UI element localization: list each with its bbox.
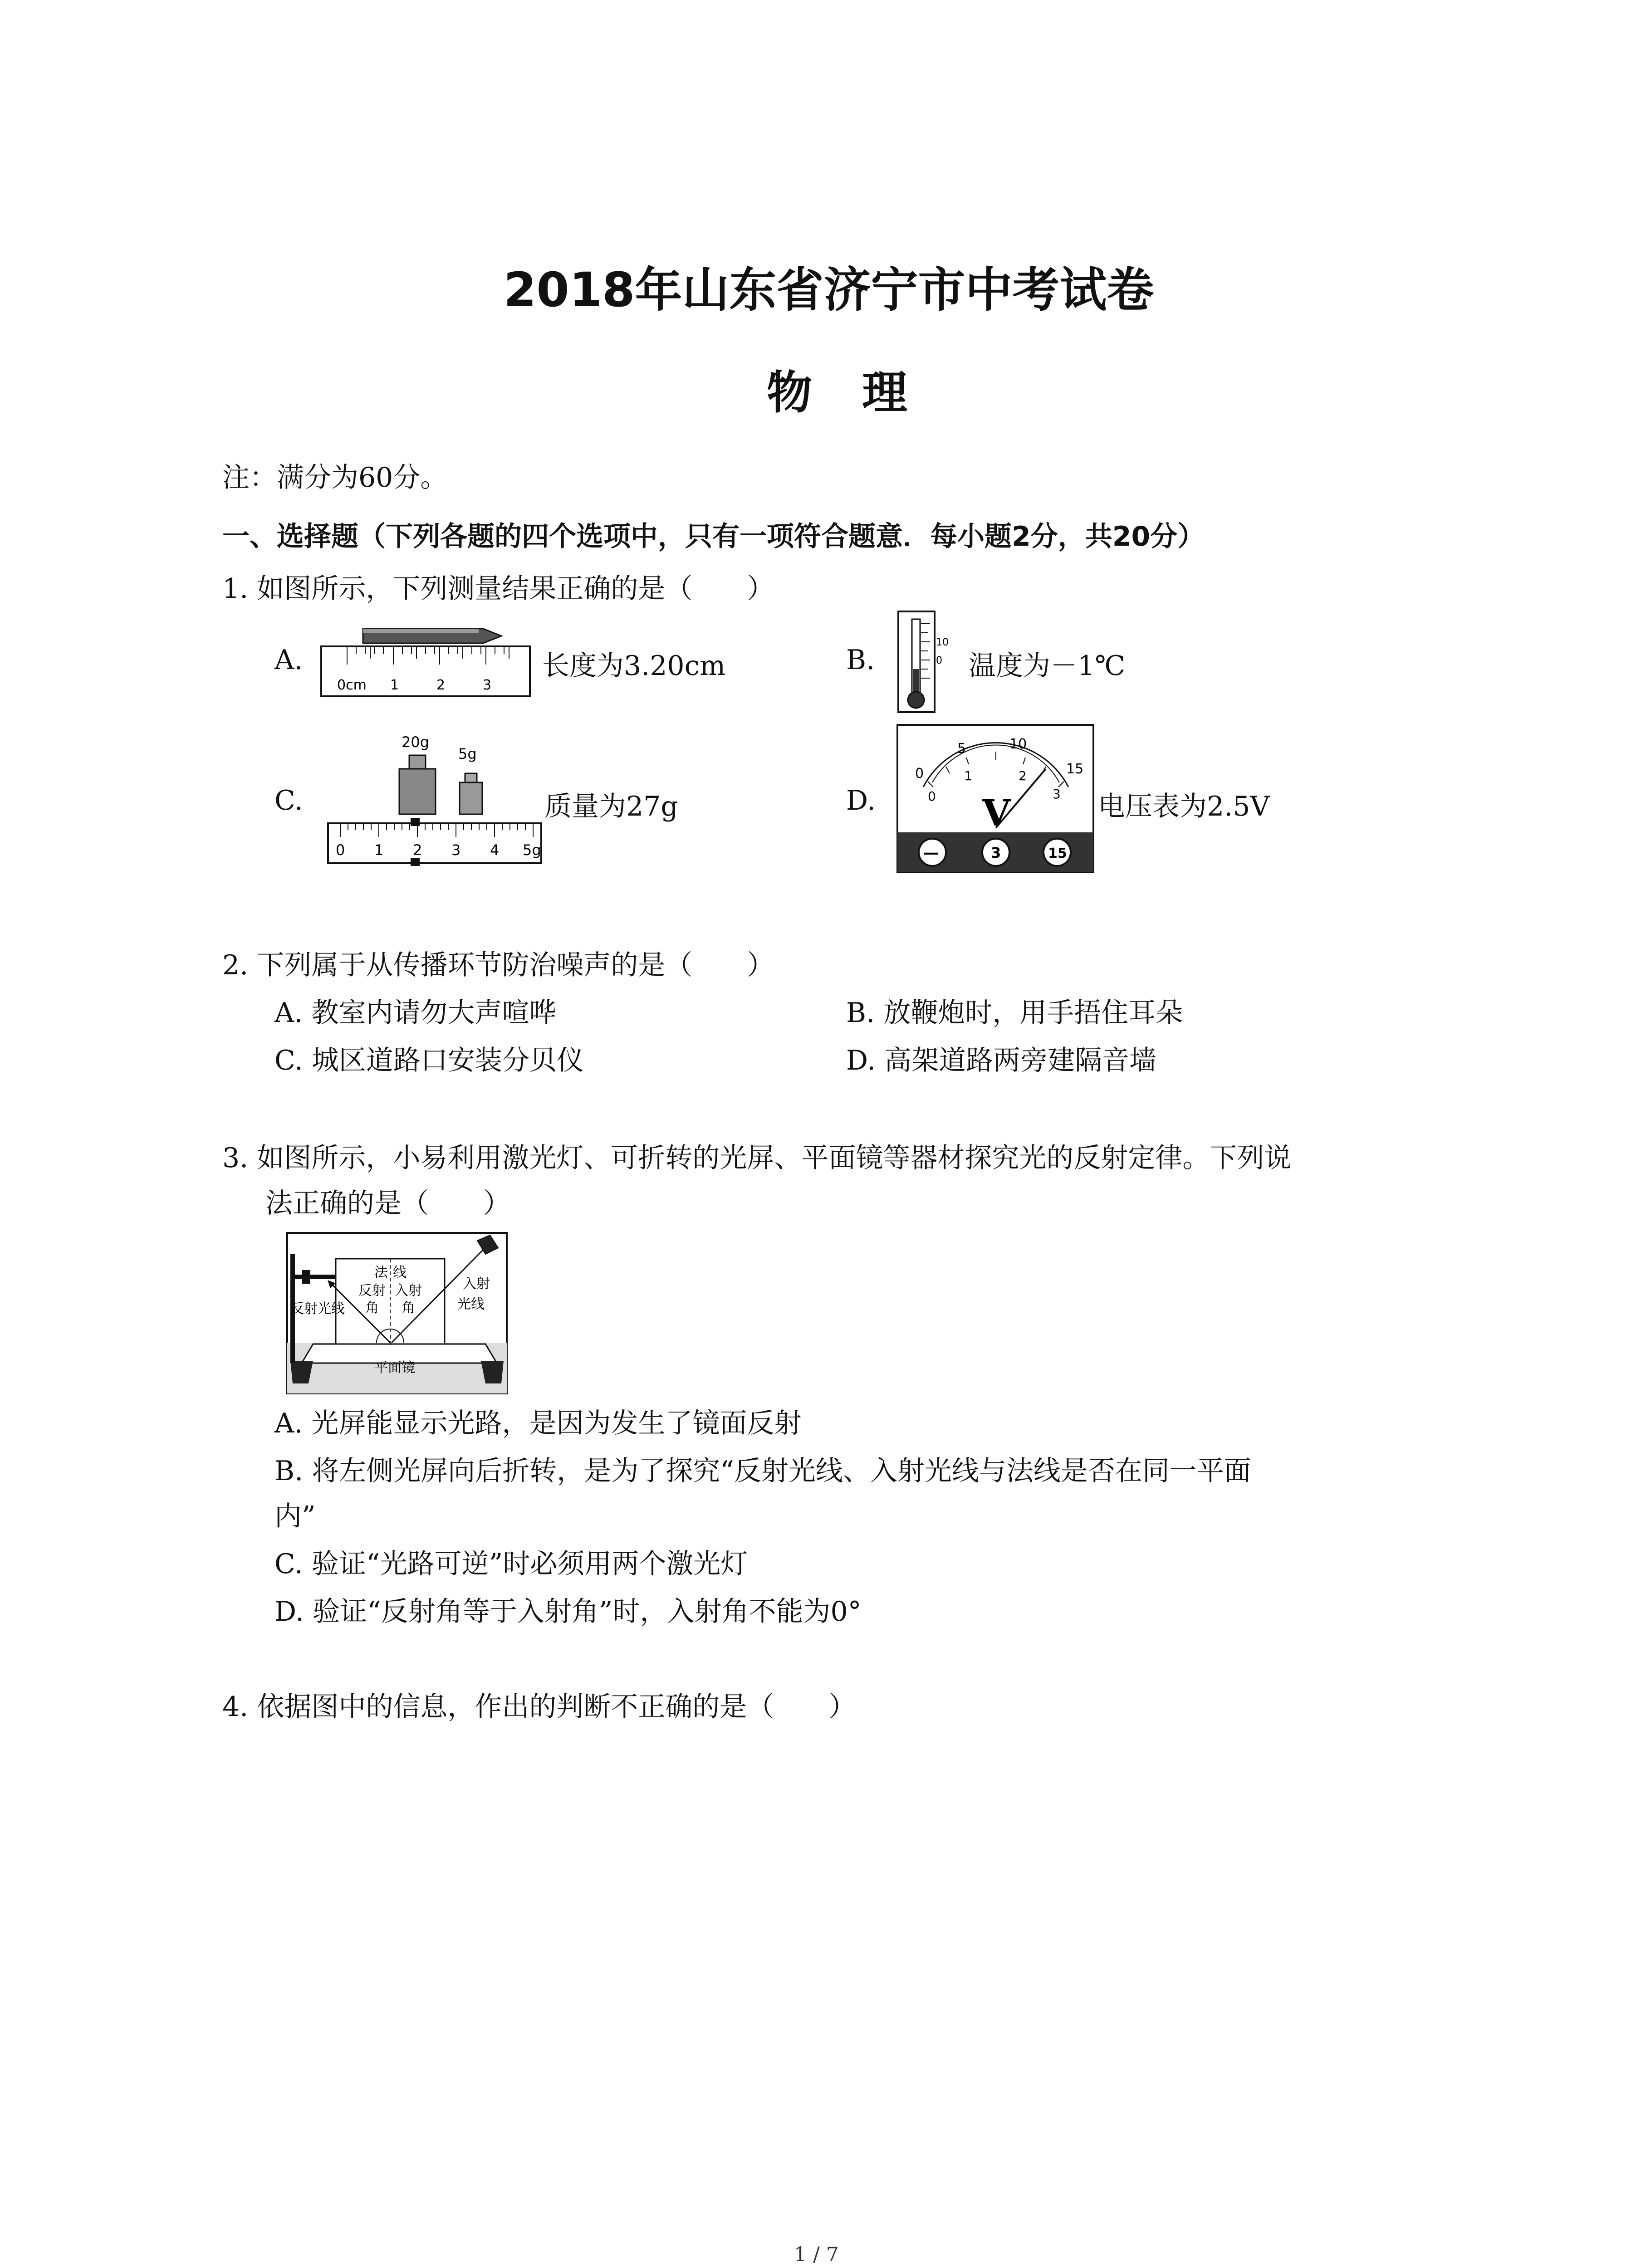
terminal-label: 3 <box>991 844 1001 861</box>
q4-stem: 4. 依据图中的信息，作出的判断不正确的是（ ） <box>222 1691 856 1723</box>
fig-label: 入射 <box>463 1276 490 1292</box>
fig-label: 入射 <box>395 1283 422 1299</box>
q1-stem: 1. 如图所示，下列测量结果正确的是（ ） <box>222 573 774 605</box>
meter-symbol: V <box>982 792 1011 834</box>
reflection-experiment-figure <box>286 1232 508 1395</box>
subject-title: 物理 <box>767 366 957 419</box>
ruler-tick: 2 <box>436 677 446 693</box>
scale-bar <box>328 823 541 863</box>
q3-option-d: D. 验证“反射角等于入射角”时，入射角不能为0° <box>274 1596 862 1628</box>
q2-option-c: C. 城区道路口安装分贝仪 <box>274 1045 584 1076</box>
scale-tick: 3 <box>451 841 461 859</box>
q1-option-b-label: B. <box>846 644 875 676</box>
meter-upper-tick: 5 <box>957 741 966 757</box>
scale-tick: 4 <box>490 841 500 859</box>
meter-lower-tick: 1 <box>964 768 972 783</box>
balance-figure <box>327 733 544 869</box>
q1-option-c-text: 质量为27g <box>544 791 678 822</box>
page-number: 1 / 7 <box>794 2243 839 2266</box>
scale-tick: 2 <box>413 841 422 859</box>
q1-option-b-text: 温度为－1℃ <box>969 650 1126 682</box>
scale-tick: 1 <box>374 841 384 859</box>
q1-option-d-text: 电压表为2.5V <box>1098 791 1270 822</box>
q3-option-b-line1: B. 将左侧光屏向后折转，是为了探究“反射光线、入射光线与法线是否在同一平面 <box>274 1455 1251 1487</box>
score-note: 注：满分为60分。 <box>222 462 448 494</box>
meter-upper-tick: 10 <box>1009 736 1027 752</box>
thermometer-figure <box>896 610 969 714</box>
q3-option-c: C. 验证“光路可逆”时必须用两个激光灯 <box>274 1548 748 1580</box>
q2-option-d: D. 高架道路两旁建隔音墙 <box>846 1045 1157 1076</box>
thermo-tick: 0 <box>936 655 942 666</box>
fig-label: 线 <box>393 1265 407 1281</box>
fig-label: 法 <box>374 1265 388 1281</box>
meter-lower-tick: 2 <box>1019 768 1027 783</box>
fig-label: 角 <box>402 1300 415 1316</box>
weight-label: 5g <box>458 745 477 763</box>
terminal-label: 15 <box>1048 846 1067 861</box>
terminal-label: — <box>923 844 939 862</box>
q1-option-c-label: C. <box>274 785 303 816</box>
fig-label: 光线 <box>457 1296 485 1312</box>
fig-label: 反射 <box>358 1283 386 1299</box>
q3-stem-line1: 3. 如图所示，小易利用激光灯、可折转的光屏、平面镜等器材探究光的反射定律。下列说 <box>222 1142 1292 1174</box>
meter-lower-tick: 3 <box>1053 787 1061 802</box>
q3-option-b-line2: 内” <box>274 1501 316 1532</box>
q3-stem-line2: 法正确的是（ ） <box>265 1188 510 1219</box>
scale-tick: 0 <box>336 841 345 859</box>
q2-option-b: B. 放鞭炮时，用手捂住耳朵 <box>846 997 1183 1029</box>
fig-label: 反射光线 <box>290 1301 345 1317</box>
scale-tick: 5g <box>523 841 541 859</box>
weight-label: 20g <box>402 733 430 751</box>
weight-5g <box>460 782 482 814</box>
q2-option-a: A. 教室内请勿大声喧哗 <box>274 997 557 1029</box>
q1-option-a-label: A. <box>274 644 303 676</box>
q3-option-a: A. 光屏能显示光路，是因为发生了镜面反射 <box>274 1408 802 1439</box>
section-heading: 一、选择题（下列各题的四个选项中，只有一项符合题意．每小题2分，共20分） <box>222 521 1205 552</box>
meter-upper-tick: 15 <box>1066 761 1084 777</box>
exam-title: 2018年山东省济宁市中考试卷 <box>504 262 1154 318</box>
fig-label: 角 <box>365 1300 379 1316</box>
meter-upper-tick: 0 <box>915 766 924 782</box>
ruler-tick: 0cm <box>337 677 367 693</box>
ruler-tick: 1 <box>390 677 399 693</box>
ruler-tick: 3 <box>483 677 492 693</box>
weight-20g <box>399 769 436 814</box>
q1-option-a-text: 长度为3.20cm <box>542 650 726 682</box>
ruler-pencil-figure <box>320 621 533 701</box>
q2-stem: 2. 下列属于从传播环节防治噪声的是（ ） <box>222 949 774 981</box>
fig-label: 平面镜 <box>374 1360 415 1376</box>
meter-lower-tick: 0 <box>928 789 936 804</box>
q1-option-d-label: D. <box>846 785 876 816</box>
voltmeter-figure <box>896 723 1096 878</box>
thermo-tick: 10 <box>936 637 949 648</box>
